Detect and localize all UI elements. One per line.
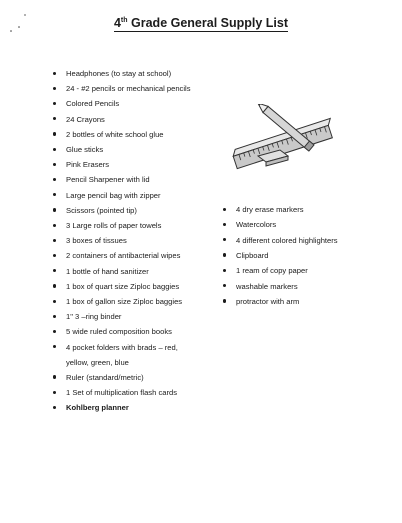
- list-item-text: 3 boxes of tissues: [66, 236, 127, 246]
- bullet-icon: [53, 345, 56, 348]
- list-item-text: 1 Set of multiplication flash cards: [66, 388, 178, 397]
- list-item-text: 4 dry erase markers: [236, 205, 304, 214]
- list-item: [66, 267, 149, 276]
- list-item-text: washable markers: [236, 281, 298, 291]
- list-item: [66, 175, 150, 184]
- list-item: [236, 205, 304, 214]
- list-item: [66, 342, 178, 367]
- list-item: [66, 206, 137, 215]
- list-item-text: 5 wide ruled composition books: [66, 327, 172, 337]
- bullet-icon: [53, 269, 56, 272]
- list-item-text: 1 box of gallon size Ziploc baggies: [66, 297, 183, 306]
- list-item-text: Pencil Sharpener with lid: [66, 175, 150, 185]
- list-item-text: Clipboard: [236, 250, 269, 260]
- list-item: [66, 160, 109, 169]
- bullet-icon: [53, 72, 56, 75]
- bullet-icon: [53, 406, 56, 409]
- bullet-icon: [53, 300, 56, 303]
- list-item-text: Watercolors: [236, 220, 277, 230]
- list-item: [66, 297, 182, 306]
- list-item-text: 2 bottles of white school glue: [66, 129, 164, 139]
- bullet-icon: [53, 239, 56, 242]
- list-item: [236, 251, 269, 260]
- list-item-text: 3 Large rolls of paper towels: [66, 221, 162, 230]
- list-item-text: 2 containers of antibacterial wipes: [66, 251, 181, 261]
- page-title: [0, 16, 402, 30]
- bullet-icon: [53, 178, 56, 181]
- list-item: [66, 312, 121, 321]
- list-item: [236, 220, 276, 229]
- list-item-text: Scissors (pointed tip): [66, 205, 137, 215]
- list-item-text: Kohlberg planner: [66, 403, 129, 413]
- bullet-icon: [53, 102, 56, 105]
- list-item-text: 1 box of quart size Ziploc baggies: [66, 281, 180, 291]
- bullet-icon: [53, 375, 56, 378]
- list-item: [66, 84, 191, 93]
- list-item-text: Headphones (to stay at school): [66, 69, 172, 78]
- list-item: [236, 282, 298, 291]
- bullet-icon: [53, 284, 56, 287]
- list-item: [66, 236, 127, 245]
- list-item-text: 1 bottle of hand sanitizer: [66, 266, 149, 276]
- list-item-text: 24 - #2 pencils or mechanical pencils: [66, 84, 191, 94]
- list-item-text: Ruler (standard/metric): [66, 372, 144, 382]
- list-item-text: Pink Erasers: [66, 160, 110, 170]
- list-item: [66, 388, 177, 397]
- list-item: [66, 191, 161, 200]
- list-item: [66, 403, 129, 412]
- list-item-text: 4 pocket folders with brads – red,: [66, 342, 178, 352]
- list-item: [66, 282, 179, 291]
- list-item-continuation: yellow, green, blue: [66, 357, 129, 367]
- list-item: [66, 130, 164, 139]
- bullet-icon: [53, 193, 56, 196]
- title-suffix: th: [120, 17, 128, 24]
- ruler-pencil-eraser-icon: [228, 104, 338, 172]
- list-item-text: 1 ream of copy paper: [236, 266, 308, 276]
- list-item: [66, 373, 144, 382]
- list-item-text: Large pencil bag with zipper: [66, 190, 161, 200]
- list-item-text: 4 different colored highlighters: [236, 235, 338, 245]
- list-item-text: Glue sticks: [66, 145, 104, 154]
- list-item-text: Colored Pencils: [66, 99, 120, 109]
- bullet-icon: [53, 163, 56, 166]
- bullet-icon: [223, 284, 226, 287]
- list-item-text: protractor with arm: [236, 296, 300, 306]
- title-grade: 4: [113, 16, 121, 30]
- bullet-icon: [53, 87, 56, 90]
- list-item: [236, 266, 308, 275]
- list-item: [66, 69, 171, 78]
- list-item: [66, 327, 172, 336]
- list-item: [66, 251, 180, 260]
- bullet-icon: [53, 208, 56, 211]
- bullet-icon: [53, 330, 56, 333]
- bullet-icon: [53, 132, 56, 135]
- bullet-icon: [53, 148, 56, 151]
- list-item-text: 1" 3 –ring binder: [66, 312, 122, 322]
- list-item: [66, 221, 161, 230]
- list-item: [66, 145, 103, 154]
- title-rest: Grade General Supply List: [131, 16, 289, 30]
- bullet-icon: [223, 253, 226, 256]
- scan-speck: [10, 30, 12, 32]
- bullet-icon: [223, 208, 226, 211]
- bullet-icon: [53, 315, 56, 318]
- bullet-icon: [223, 299, 226, 302]
- bullet-icon: [53, 224, 56, 227]
- list-item: [236, 297, 299, 306]
- list-item: [236, 236, 338, 245]
- list-item: [66, 99, 119, 108]
- bullet-icon: [53, 117, 56, 120]
- bullet-icon: [223, 223, 226, 226]
- list-item-text: 24 Crayons: [66, 114, 105, 124]
- bullet-icon: [53, 391, 56, 394]
- bullet-icon: [223, 238, 226, 241]
- bullet-icon: [223, 269, 226, 272]
- list-item: [66, 115, 105, 124]
- bullet-icon: [53, 254, 56, 257]
